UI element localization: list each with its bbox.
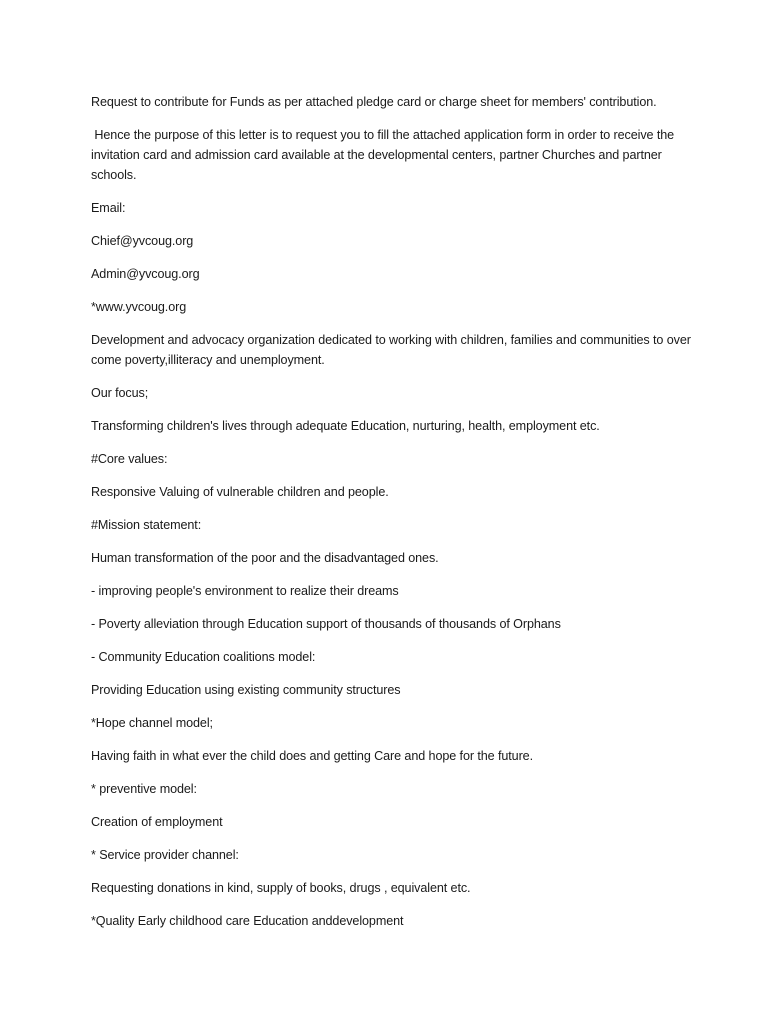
- paragraph-mission-heading: #Mission statement:: [91, 518, 202, 532]
- paragraph-community-structures: Providing Education using existing community structures: [91, 683, 401, 697]
- paragraph-quality-ecd: *Quality Early childhood care Education anddevelopment: [91, 914, 404, 928]
- paragraph-hope-channel-text: Having faith in what ever the child does and getting Care and hope for the future.: [91, 749, 533, 763]
- document-body: [91, 92, 695, 931]
- paragraph-hope-channel-heading: *Hope channel model;: [91, 716, 213, 730]
- paragraph-preventive-text: Creation of employment: [91, 815, 223, 829]
- paragraph-service-provider-text: Requesting donations in kind, supply of books, drugs , equivalent etc.: [91, 881, 471, 895]
- paragraph-mission-item-community: - Community Education coalitions model:: [91, 650, 316, 664]
- paragraph-organization-description: Development and advocacy organization dedicated to working with children, families and communities to over come poverty,illiteracy and unemployment.: [91, 333, 695, 367]
- paragraph-service-provider-heading: * Service provider channel:: [91, 848, 239, 862]
- paragraph-email-chief: Chief@yvcoug.org: [91, 234, 194, 248]
- paragraph-request-funds: Request to contribute for Funds as per attached pledge card or charge sheet for members' contribution.: [91, 95, 657, 109]
- paragraph-email-admin: Admin@yvcoug.org: [91, 267, 200, 281]
- paragraph-preventive-heading: * preventive model:: [91, 782, 197, 796]
- paragraph-mission-item-environment: - improving people's environment to realize their dreams: [91, 584, 399, 598]
- paragraph-mission-text: Human transformation of the poor and the disadvantaged ones.: [91, 551, 439, 565]
- paragraph-focus-heading: Our focus;: [91, 386, 149, 400]
- paragraph-core-values-heading: #Core values:: [91, 452, 168, 466]
- paragraph-purpose: Hence the purpose of this letter is to request you to fill the attached application form in order to receive the invitation card and admission card available at the developmental centers, partner Churches and partner schools.: [91, 128, 678, 182]
- paragraph-email-heading: Email:: [91, 201, 126, 215]
- paragraph-focus-text: Transforming children's lives through adequate Education, nurturing, health, employment etc.: [91, 419, 600, 433]
- paragraph-website: *www.yvcoug.org: [91, 300, 187, 314]
- paragraph-core-values-text: Responsive Valuing of vulnerable children and people.: [91, 485, 389, 499]
- paragraph-mission-item-poverty: - Poverty alleviation through Education support of thousands of thousands of Orphans: [91, 617, 561, 631]
